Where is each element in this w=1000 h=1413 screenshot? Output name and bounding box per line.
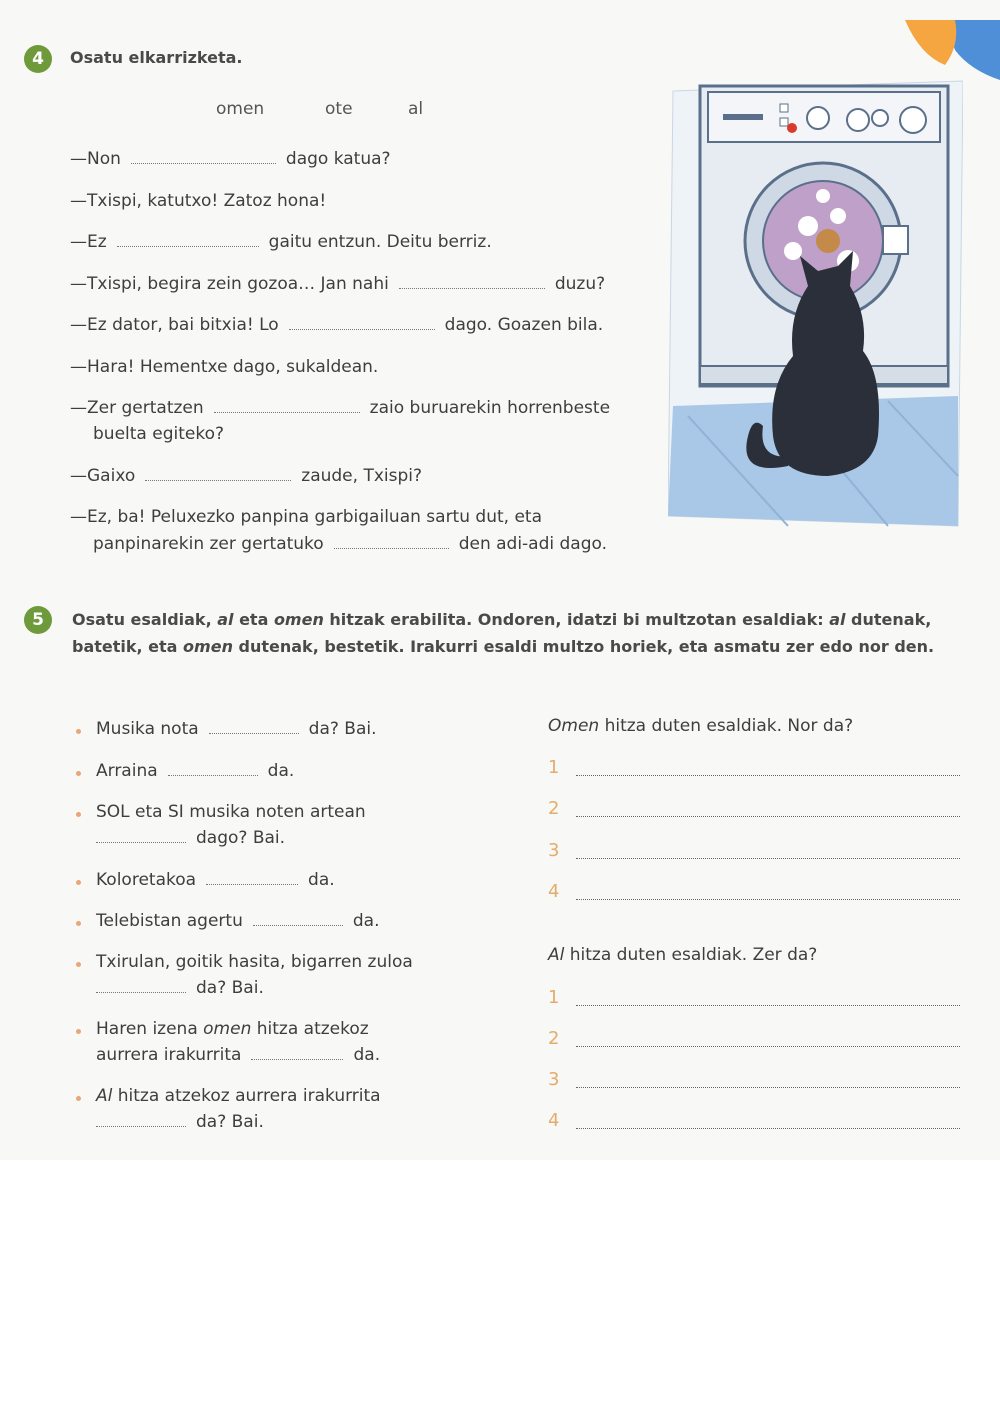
answer-line[interactable]: [576, 1046, 960, 1047]
answer-blank[interactable]: [96, 842, 186, 843]
cat-washing-machine-illustration: [668, 76, 963, 530]
word-bank-item: omen: [216, 99, 265, 119]
sentence-item-continued: aurrera irakurrita da.: [96, 1045, 381, 1065]
sentence-item-continued: dago? Bai.: [96, 825, 285, 851]
bullet: [76, 729, 81, 734]
answer-blank[interactable]: [334, 548, 449, 549]
sentence-item: Al hitza atzekoz aurrera irakurrita: [96, 1086, 381, 1106]
exercise-instruction: Osatu esaldiak, al eta omen hitzak erabilita. Ondoren, idatzi bi multzotan esaldiak: al dutenak, batetik, eta omen dutenak, bestetik. Irakurri esaldi multzo horiek, eta asmatu zer edo nor den.: [72, 610, 935, 656]
bullet: [76, 771, 81, 776]
answer-number: 3: [548, 840, 560, 861]
word-bank-item: ote: [325, 99, 353, 119]
answer-blank[interactable]: [145, 480, 291, 481]
answer-blank[interactable]: [253, 925, 343, 926]
answer-blank[interactable]: [399, 288, 545, 289]
dialogue-line: —Ez gaitu entzun. Deitu berriz.: [70, 232, 492, 252]
bullet: [76, 1096, 81, 1101]
exercise-number-badge: 4: [24, 45, 52, 73]
sentence-item: Telebistan agertu da.: [96, 911, 380, 931]
answer-blank[interactable]: [96, 992, 186, 993]
answer-blank[interactable]: [168, 775, 258, 776]
sentence-item: Arraina da.: [96, 761, 295, 781]
sentence-item: Txirulan, goitik hasita, bigarren zuloa: [96, 952, 413, 972]
dialogue-line: —Txispi, begira zein gozoa… Jan nahi duzu?: [70, 274, 606, 294]
answer-number: 1: [548, 987, 560, 1008]
al-group-heading: Al hitza duten esaldiak. Zer da?: [548, 945, 818, 965]
answer-number: 4: [548, 1110, 560, 1131]
answer-blank[interactable]: [251, 1059, 343, 1060]
exercise-number-badge: 5: [24, 606, 52, 634]
dialogue-line: —Hara! Hementxe dago, sukaldean.: [70, 357, 379, 377]
bullet: [76, 1029, 81, 1034]
answer-blank[interactable]: [289, 329, 435, 330]
answer-blank[interactable]: [214, 412, 360, 413]
answer-number: 2: [548, 798, 560, 819]
answer-number: 4: [548, 881, 560, 902]
dialogue-line: —Txispi, katutxo! Zatoz hona!: [70, 191, 327, 211]
answer-blank[interactable]: [206, 884, 298, 885]
bullet: [76, 812, 81, 817]
bullet: [76, 921, 81, 926]
answer-line[interactable]: [576, 1087, 960, 1088]
dialogue-line: —Ez dator, bai bitxia! Lo dago. Goazen bila.: [70, 315, 604, 335]
bullet: [76, 880, 81, 885]
sentence-item-continued: da? Bai.: [96, 975, 264, 1001]
answer-blank[interactable]: [96, 1126, 186, 1127]
sentence-item: Musika nota da? Bai.: [96, 719, 377, 739]
exercise-title: Osatu elkarrizketa.: [70, 48, 243, 67]
dialogue-line: —Non dago katua?: [70, 149, 391, 169]
answer-blank[interactable]: [131, 163, 276, 164]
bullet: [76, 962, 81, 967]
dialogue-line: —Ez, ba! Peluxezko panpina garbigailuan sartu dut, eta: [70, 507, 542, 527]
answer-line[interactable]: [576, 816, 960, 817]
dialogue-line: —Gaixo zaude, Txispi?: [70, 466, 423, 486]
sentence-item-continued: da? Bai.: [96, 1109, 264, 1135]
dialogue-line: —Zer gertatzen zaio buruarekin horrenbeste: [70, 398, 611, 418]
answer-number: 3: [548, 1069, 560, 1090]
answer-line[interactable]: [576, 1005, 960, 1006]
sentence-item: Koloretakoa da.: [96, 870, 335, 890]
dialogue-line-continued: panpinarekin zer gertatuko den adi-adi dago.: [93, 534, 608, 554]
answer-blank[interactable]: [117, 246, 259, 247]
answer-line[interactable]: [576, 1128, 960, 1129]
sentence-item: SOL eta SI musika noten artean: [96, 802, 366, 822]
sentence-item: Haren izena omen hitza atzekoz: [96, 1019, 369, 1039]
answer-line[interactable]: [576, 899, 960, 900]
dialogue-line-continued: buelta egiteko?: [93, 424, 224, 444]
omen-group-heading: Omen hitza duten esaldiak. Nor da?: [548, 716, 854, 736]
word-bank-item: al: [408, 99, 424, 119]
answer-number: 1: [548, 757, 560, 778]
answer-number: 2: [548, 1028, 560, 1049]
answer-line[interactable]: [576, 775, 960, 776]
answer-blank[interactable]: [209, 733, 299, 734]
answer-line[interactable]: [576, 858, 960, 859]
